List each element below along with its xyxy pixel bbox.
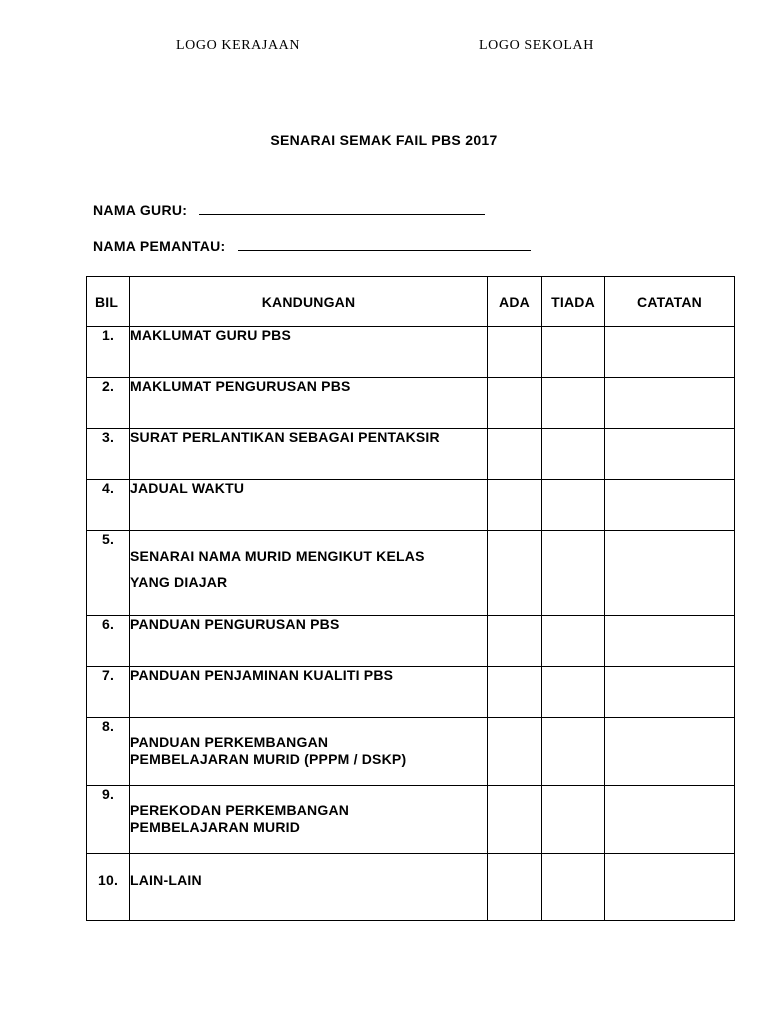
table-row [87,429,735,480]
nama-guru-label: NAMA GURU: [93,202,188,218]
row-kandungan-line: PEREKODAN PERKEMBANGAN [130,802,350,818]
tiada-cell[interactable] [542,429,605,480]
table-row [87,327,735,378]
tiada-cell[interactable] [542,854,605,921]
ada-cell[interactable] [488,786,542,854]
table-row [87,480,735,531]
row-kandungan: MAKLUMAT GURU PBS [130,327,488,378]
ada-cell[interactable] [488,531,542,616]
row-kandungan: PANDUAN PENGURUSAN PBS [130,616,488,667]
ada-cell[interactable] [488,327,542,378]
tiada-cell[interactable] [542,667,605,718]
catatan-cell[interactable] [605,786,735,854]
table-row [87,378,735,429]
catatan-cell[interactable] [605,327,735,378]
catatan-cell[interactable] [605,378,735,429]
table-row [87,616,735,667]
row-kandungan: JADUAL WAKTU [130,480,488,531]
checklist-table [86,276,735,921]
row-kandungan-line: PEMBELAJARAN MURID [130,819,301,835]
table-row [87,667,735,718]
table-row [87,786,735,854]
table-row [87,718,735,786]
tiada-cell[interactable] [542,718,605,786]
row-kandungan-line: SENARAI NAMA MURID MENGIKUT KELAS [130,548,425,564]
row-kandungan-line: PEMBELAJARAN MURID (PPPM / DSKP) [130,751,407,767]
row-bil: 1. [87,327,130,378]
ada-cell[interactable] [488,480,542,531]
row-kandungan-line: YANG DIAJAR [130,574,228,590]
header-kandungan: KANDUNGAN [130,277,488,327]
logo-sekolah: LOGO SEKOLAH [479,38,594,53]
row-bil: 8. [87,718,130,786]
row-bil: 2. [87,378,130,429]
table-row [87,531,735,616]
tiada-cell[interactable] [542,378,605,429]
row-kandungan: PANDUAN PENJAMINAN KUALITI PBS [130,667,488,718]
catatan-cell[interactable] [605,616,735,667]
nama-pemantau-label: NAMA PEMANTAU: [93,238,226,254]
row-kandungan [130,786,488,854]
table-row [87,854,735,921]
nama-pemantau-blank-line[interactable] [238,238,531,251]
row-bil: 6. [87,616,130,667]
row-bil: 5. [87,531,130,616]
row-bil: 10. [87,854,130,921]
row-kandungan [130,718,488,786]
row-kandungan: MAKLUMAT PENGURUSAN PBS [130,378,488,429]
header-catatan: CATATAN [605,277,735,327]
tiada-cell[interactable] [542,327,605,378]
ada-cell[interactable] [488,667,542,718]
logo-kerajaan: LOGO KERAJAAN [176,38,301,53]
header-ada: ADA [488,277,542,327]
header-bil: BIL [87,277,130,327]
nama-pemantau-field [93,238,531,254]
ada-cell[interactable] [488,429,542,480]
row-kandungan: SURAT PERLANTIKAN SEBAGAI PENTAKSIR [130,429,488,480]
nama-guru-blank-line[interactable] [199,202,485,215]
catatan-cell[interactable] [605,429,735,480]
catatan-cell[interactable] [605,854,735,921]
tiada-cell[interactable] [542,531,605,616]
tiada-cell[interactable] [542,616,605,667]
ada-cell[interactable] [488,854,542,921]
nama-guru-field [93,202,485,218]
row-bil: 7. [87,667,130,718]
row-bil: 9. [87,786,130,854]
row-bil: 4. [87,480,130,531]
row-bil: 3. [87,429,130,480]
catatan-cell[interactable] [605,718,735,786]
row-kandungan [130,531,488,616]
ada-cell[interactable] [488,616,542,667]
tiada-cell[interactable] [542,786,605,854]
tiada-cell[interactable] [542,480,605,531]
catatan-cell[interactable] [605,667,735,718]
table-header-row [87,277,735,327]
ada-cell[interactable] [488,378,542,429]
row-kandungan: LAIN-LAIN [130,854,488,921]
ada-cell[interactable] [488,718,542,786]
page-title: SENARAI SEMAK FAIL PBS 2017 [270,132,498,148]
catatan-cell[interactable] [605,480,735,531]
catatan-cell[interactable] [605,531,735,616]
row-kandungan-line: PANDUAN PERKEMBANGAN [130,734,329,750]
header-tiada: TIADA [542,277,605,327]
